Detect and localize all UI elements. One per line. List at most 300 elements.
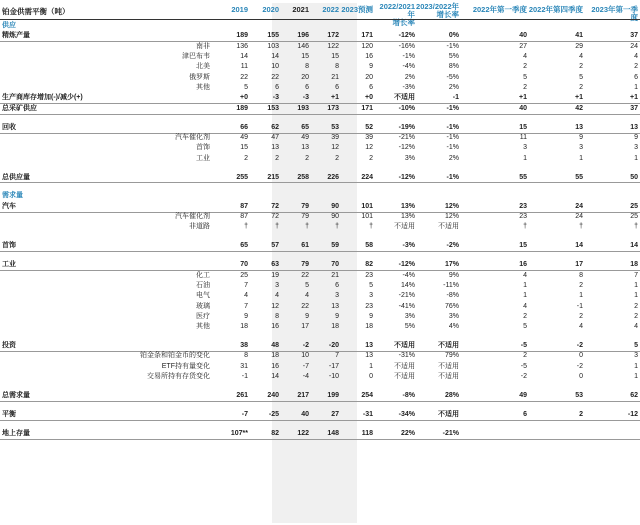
column-header: 2022年第一季度 bbox=[472, 5, 527, 14]
cell-value: 6 bbox=[369, 84, 373, 92]
cell-value: 53 bbox=[331, 123, 339, 131]
cell-value: -4% bbox=[402, 63, 415, 71]
cell-value: 4 bbox=[523, 271, 527, 279]
column-header-line: 增长率 bbox=[392, 18, 415, 27]
row-label: 地上存量 bbox=[2, 429, 30, 437]
cell-value: 2% bbox=[404, 73, 415, 81]
cell-value: 39 bbox=[331, 134, 339, 141]
table-row bbox=[0, 372, 640, 382]
cell-value: 18 bbox=[331, 323, 339, 331]
row-rule bbox=[0, 114, 640, 115]
cell-value: 72 bbox=[271, 213, 279, 221]
cell-value: 5% bbox=[448, 53, 459, 61]
cell-value: -25 bbox=[268, 410, 279, 418]
cell-value: -7 bbox=[302, 362, 309, 370]
cell-value: 49 bbox=[240, 134, 248, 141]
cell-value: 1 bbox=[579, 154, 583, 162]
cell-value: -1% bbox=[446, 144, 459, 152]
section-header bbox=[0, 191, 640, 201]
cell-value: 2 bbox=[523, 63, 527, 71]
table-row bbox=[0, 31, 640, 41]
cell-value: -3% bbox=[402, 242, 415, 250]
cell-value: 22 bbox=[301, 302, 309, 310]
cell-value: 14 bbox=[575, 242, 583, 250]
cell-value: 118 bbox=[361, 429, 373, 437]
cell-value: -19% bbox=[398, 123, 415, 131]
cell-value: 2 bbox=[369, 154, 373, 162]
cell-value: 1 bbox=[634, 84, 638, 92]
cell-value: 13 bbox=[301, 144, 309, 152]
cell-value: 40 bbox=[301, 410, 309, 418]
cell-value: -1 bbox=[452, 94, 459, 102]
cell-value: 14 bbox=[240, 53, 248, 61]
table-row bbox=[0, 410, 640, 420]
cell-value: -1% bbox=[402, 53, 415, 61]
cell-value: 196 bbox=[297, 32, 309, 40]
cell-value: 8 bbox=[244, 352, 248, 360]
cell-value: 52 bbox=[365, 123, 373, 131]
cell-value: 122 bbox=[297, 429, 309, 437]
cell-value: 4 bbox=[523, 53, 527, 61]
cell-value: 13 bbox=[575, 123, 583, 131]
cell-value: 5 bbox=[369, 281, 373, 289]
cell-value: † bbox=[275, 223, 279, 231]
table-row bbox=[0, 173, 640, 183]
cell-value: 3% bbox=[448, 312, 459, 320]
cell-value: 2 bbox=[335, 154, 339, 162]
cell-value: 50 bbox=[630, 173, 638, 181]
cell-value: 不适用 bbox=[438, 223, 459, 231]
cell-value: 41 bbox=[575, 32, 583, 40]
cell-value: 2 bbox=[579, 63, 583, 71]
cell-value: 16 bbox=[271, 362, 279, 370]
cell-value: 17% bbox=[444, 261, 459, 269]
cell-value: 82 bbox=[365, 261, 373, 269]
cell-value: 58 bbox=[365, 242, 373, 250]
cell-value: -1 bbox=[576, 302, 583, 310]
cell-value: 9 bbox=[244, 312, 248, 320]
row-label: 其他 bbox=[196, 84, 210, 92]
row-rule bbox=[0, 401, 640, 402]
row-label: 工业 bbox=[2, 261, 16, 269]
cell-value: 27 bbox=[331, 410, 339, 418]
cell-value: 12% bbox=[444, 213, 459, 221]
cell-value: 不适用 bbox=[394, 342, 415, 350]
cell-value: 9 bbox=[579, 134, 583, 141]
column-header bbox=[415, 3, 459, 19]
cell-value: -2 bbox=[302, 342, 309, 350]
cell-value: 1 bbox=[523, 281, 527, 289]
cell-value: 6 bbox=[523, 410, 527, 418]
cell-value: † bbox=[523, 223, 527, 231]
cell-value: -4 bbox=[302, 373, 309, 381]
cell-value: 79 bbox=[301, 261, 309, 269]
cell-value: 16 bbox=[271, 323, 279, 331]
cell-value: 19 bbox=[271, 271, 279, 279]
cell-value: 23 bbox=[365, 271, 373, 279]
header-rule bbox=[0, 19, 640, 20]
cell-value: 2% bbox=[448, 84, 459, 92]
cell-value: 18 bbox=[365, 323, 373, 331]
row-label: 医疗 bbox=[196, 312, 210, 320]
cell-value: 14% bbox=[400, 281, 415, 289]
cell-value: 6 bbox=[634, 73, 638, 81]
cell-value: +1 bbox=[575, 94, 583, 102]
cell-value: 146 bbox=[297, 42, 309, 50]
cell-value: 3 bbox=[579, 144, 583, 152]
cell-value: 10 bbox=[271, 63, 279, 71]
cell-value: 1 bbox=[579, 292, 583, 300]
cell-value: 1 bbox=[523, 154, 527, 162]
cell-value: 2 bbox=[634, 312, 638, 320]
cell-value: 55 bbox=[575, 173, 583, 181]
cell-value: 255 bbox=[236, 173, 248, 181]
cell-value: 18 bbox=[630, 261, 638, 269]
cell-value: 37 bbox=[630, 32, 638, 40]
cell-value: 13 bbox=[630, 123, 638, 131]
cell-value: † bbox=[305, 223, 309, 231]
row-label: 供应 bbox=[2, 22, 16, 29]
row-label: 精炼产量 bbox=[2, 32, 30, 40]
cell-value: 0 bbox=[579, 352, 583, 360]
row-label: 总供应量 bbox=[2, 173, 30, 181]
cell-value: 12 bbox=[271, 302, 279, 310]
cell-value: -3% bbox=[402, 84, 415, 92]
cell-value: 15 bbox=[331, 53, 339, 61]
cell-value: 240 bbox=[267, 392, 279, 399]
section-header bbox=[0, 18, 640, 31]
table-title: 铂金供需平衡（吨） bbox=[2, 7, 70, 16]
cell-value: 4 bbox=[634, 53, 638, 61]
cell-value: 不适用 bbox=[394, 373, 415, 381]
cell-value: 0% bbox=[448, 32, 459, 40]
cell-value: 4 bbox=[275, 292, 279, 300]
cell-value: 24 bbox=[575, 213, 583, 221]
cell-value: -31% bbox=[398, 352, 415, 360]
cell-value: 15 bbox=[301, 53, 309, 61]
table-row bbox=[0, 322, 640, 332]
cell-value: 25 bbox=[240, 271, 248, 279]
cell-value: 23 bbox=[519, 202, 527, 210]
cell-value: -41% bbox=[398, 302, 415, 310]
table-row bbox=[0, 73, 640, 83]
column-header: 2022 bbox=[322, 5, 339, 14]
cell-value: 9 bbox=[305, 312, 309, 320]
row-label: 生产商库存增加(-)/减少(+) bbox=[2, 94, 83, 102]
cell-value: 4 bbox=[579, 323, 583, 331]
cell-value: 22% bbox=[400, 429, 415, 437]
cell-value: 11 bbox=[519, 134, 527, 141]
cell-value: 70 bbox=[240, 261, 248, 269]
cell-value: 193 bbox=[297, 104, 309, 112]
cell-value: 40 bbox=[519, 104, 527, 112]
table-row bbox=[0, 202, 640, 212]
cell-value: 8 bbox=[579, 271, 583, 279]
table-row bbox=[0, 241, 640, 251]
cell-value: 2 bbox=[579, 281, 583, 289]
cell-value: 7 bbox=[634, 271, 638, 279]
cell-value: 2 bbox=[579, 84, 583, 92]
cell-value: 7 bbox=[335, 352, 339, 360]
table-row bbox=[0, 42, 640, 52]
cell-value: 不适用 bbox=[438, 342, 459, 350]
cell-value: +1 bbox=[331, 94, 339, 102]
cell-value: 55 bbox=[519, 173, 527, 181]
cell-value: 25 bbox=[630, 202, 638, 210]
cell-value: 14 bbox=[271, 53, 279, 61]
row-label: 总采矿供应 bbox=[2, 104, 37, 112]
row-label: 总需求量 bbox=[2, 392, 30, 399]
cell-value: 2 bbox=[523, 352, 527, 360]
cell-value: 40 bbox=[519, 32, 527, 40]
cell-value: 4 bbox=[634, 323, 638, 331]
row-rule bbox=[0, 439, 640, 440]
cell-value: 2 bbox=[305, 154, 309, 162]
cell-value: 2% bbox=[448, 154, 459, 162]
cell-value: -2 bbox=[576, 362, 583, 370]
cell-value: -20 bbox=[328, 342, 339, 350]
cell-value: -16% bbox=[398, 42, 415, 50]
cell-value: 24 bbox=[575, 202, 583, 210]
cell-value: 82 bbox=[271, 429, 279, 437]
cell-value: 101 bbox=[361, 213, 373, 221]
cell-value: 79% bbox=[444, 352, 459, 360]
cell-value: 148 bbox=[327, 429, 339, 437]
column-header: 2022年第四季度 bbox=[528, 5, 583, 14]
cell-value: 2 bbox=[275, 154, 279, 162]
cell-value: 47 bbox=[271, 134, 279, 141]
cell-value: † bbox=[579, 223, 583, 231]
row-label: 玻璃 bbox=[196, 302, 210, 310]
cell-value: 23 bbox=[365, 302, 373, 310]
cell-value: +1 bbox=[630, 94, 638, 102]
row-label: 汽车催化剂 bbox=[175, 213, 210, 221]
cell-value: 171 bbox=[361, 104, 373, 112]
cell-value: 14 bbox=[630, 242, 638, 250]
cell-value: 2 bbox=[523, 312, 527, 320]
cell-value: † bbox=[369, 223, 373, 231]
column-header: 2019 bbox=[231, 5, 248, 14]
table-row bbox=[0, 93, 640, 103]
table-row bbox=[0, 281, 640, 291]
table-row bbox=[0, 62, 640, 72]
cell-value: 261 bbox=[236, 392, 248, 399]
cell-value: 9 bbox=[369, 63, 373, 71]
cell-value: 15 bbox=[519, 123, 527, 131]
cell-value: 1 bbox=[523, 292, 527, 300]
cell-value: 59 bbox=[331, 242, 339, 250]
cell-value: 21 bbox=[331, 271, 339, 279]
cell-value: 9 bbox=[369, 312, 373, 320]
cell-value: -4% bbox=[402, 271, 415, 279]
cell-value: -31 bbox=[362, 410, 373, 418]
row-label: 津巴布韦 bbox=[182, 53, 210, 61]
cell-value: 12 bbox=[331, 144, 339, 152]
cell-value: 87 bbox=[240, 213, 248, 221]
cell-value: 153 bbox=[267, 104, 279, 112]
cell-value: 10 bbox=[301, 352, 309, 360]
cell-value: 90 bbox=[331, 213, 339, 221]
row-label: 交易所持有存货变化 bbox=[147, 373, 210, 381]
cell-value: 6 bbox=[275, 84, 279, 92]
cell-value: 5 bbox=[579, 73, 583, 81]
cell-value: -10% bbox=[398, 104, 415, 112]
table-row bbox=[0, 362, 640, 372]
table-row bbox=[0, 143, 640, 153]
cell-value: 173 bbox=[327, 104, 339, 112]
row-label: ETF持有量变化 bbox=[161, 362, 210, 370]
cell-value: 不适用 bbox=[394, 223, 415, 231]
cell-value: 61 bbox=[301, 242, 309, 250]
cell-value: -11% bbox=[443, 281, 459, 289]
cell-value: 12 bbox=[365, 144, 373, 152]
cell-value: -3 bbox=[302, 94, 309, 102]
cell-value: 48 bbox=[271, 342, 279, 350]
cell-value: 49 bbox=[301, 134, 309, 141]
cell-value: 66 bbox=[240, 123, 248, 131]
cell-value: 258 bbox=[297, 173, 309, 181]
cell-value: † bbox=[634, 223, 638, 231]
cell-value: 13% bbox=[400, 202, 415, 210]
cell-value: 101 bbox=[361, 202, 373, 210]
cell-value: 3 bbox=[369, 292, 373, 300]
cell-value: 2 bbox=[634, 302, 638, 310]
cell-value: 6 bbox=[335, 84, 339, 92]
cell-value: 122 bbox=[327, 42, 339, 50]
cell-value: 2 bbox=[523, 84, 527, 92]
row-label: 汽车 bbox=[2, 202, 16, 210]
cell-value: 8 bbox=[335, 63, 339, 71]
cell-value: 不适用 bbox=[438, 362, 459, 370]
cell-value: 13 bbox=[365, 342, 373, 350]
cell-value: 62 bbox=[271, 123, 279, 131]
cell-value: 9 bbox=[335, 312, 339, 320]
cell-value: 22 bbox=[240, 73, 248, 81]
cell-value: 27 bbox=[519, 42, 527, 50]
row-label: 石油 bbox=[196, 281, 210, 289]
table-row bbox=[0, 212, 640, 222]
cell-value: -2% bbox=[446, 242, 459, 250]
cell-value: 13% bbox=[400, 213, 415, 221]
cell-value: 79 bbox=[301, 213, 309, 221]
table-row bbox=[0, 341, 640, 351]
row-rule bbox=[0, 182, 640, 183]
row-label: 首饰 bbox=[2, 242, 16, 250]
cell-value: 5% bbox=[404, 323, 415, 331]
cell-value: 13 bbox=[365, 352, 373, 360]
row-rule bbox=[0, 420, 640, 421]
row-label: 需求量 bbox=[2, 192, 23, 200]
cell-value: 1 bbox=[634, 281, 638, 289]
row-label: 其他 bbox=[196, 323, 210, 331]
cell-value: -1% bbox=[446, 104, 459, 112]
cell-value: 11 bbox=[240, 63, 248, 71]
cell-value: 20 bbox=[365, 73, 373, 81]
cell-value: -3 bbox=[272, 94, 279, 102]
row-label: 北美 bbox=[196, 63, 210, 71]
cell-value: 3 bbox=[523, 144, 527, 152]
cell-value: 4% bbox=[448, 323, 459, 331]
cell-value: 31 bbox=[240, 362, 248, 370]
cell-value: 3 bbox=[634, 352, 638, 360]
cell-value: 76% bbox=[444, 302, 459, 310]
table-row bbox=[0, 104, 640, 114]
table-row bbox=[0, 351, 640, 361]
table-row bbox=[0, 83, 640, 93]
table-row bbox=[0, 154, 640, 164]
row-label: 投资 bbox=[2, 342, 16, 350]
cell-value: 155 bbox=[267, 32, 279, 40]
cell-value: 13 bbox=[271, 144, 279, 152]
cell-value: 171 bbox=[361, 32, 373, 40]
cell-value: 7 bbox=[244, 302, 248, 310]
cell-value: 217 bbox=[297, 392, 309, 399]
table-row bbox=[0, 391, 640, 401]
column-header: 2021 bbox=[292, 5, 309, 14]
cell-value: 65 bbox=[301, 123, 309, 131]
cell-value: -21% bbox=[398, 292, 415, 300]
cell-value: -10 bbox=[328, 373, 339, 381]
cell-value: 29 bbox=[575, 42, 583, 50]
cell-value: 8 bbox=[275, 312, 279, 320]
cell-value: 22 bbox=[271, 73, 279, 81]
cell-value: 226 bbox=[327, 173, 339, 181]
cell-value: 21 bbox=[331, 73, 339, 81]
column-header-line: 2022/2021年 bbox=[379, 2, 415, 19]
cell-value: 14 bbox=[271, 373, 279, 381]
cell-value: 39 bbox=[365, 134, 373, 141]
cell-value: 72 bbox=[271, 202, 279, 210]
cell-value: 5 bbox=[523, 323, 527, 331]
cell-value: -2 bbox=[576, 342, 583, 350]
cell-value: 8 bbox=[305, 63, 309, 71]
cell-value: 12% bbox=[444, 202, 459, 210]
cell-value: 18 bbox=[271, 352, 279, 360]
cell-value: -1% bbox=[446, 134, 459, 141]
cell-value: -21% bbox=[398, 134, 415, 141]
cell-value: 不适用 bbox=[438, 373, 459, 381]
row-label: 俄罗斯 bbox=[189, 73, 210, 81]
cell-value: -5 bbox=[520, 362, 527, 370]
cell-value: -12% bbox=[398, 144, 415, 152]
cell-value: 3 bbox=[275, 281, 279, 289]
cell-value: 16 bbox=[365, 53, 373, 61]
cell-value: -1% bbox=[446, 42, 459, 50]
cell-value: 65 bbox=[240, 242, 248, 250]
cell-value: 23 bbox=[519, 213, 527, 221]
cell-value: -5% bbox=[446, 73, 459, 81]
cell-value: +0 bbox=[365, 94, 373, 102]
cell-value: 15 bbox=[240, 144, 248, 152]
cell-value: -1% bbox=[446, 123, 459, 131]
cell-value: 6 bbox=[335, 281, 339, 289]
row-label: 非道路 bbox=[189, 223, 210, 231]
cell-value: 不适用 bbox=[394, 94, 415, 102]
cell-value: 63 bbox=[271, 261, 279, 269]
cell-value: 不适用 bbox=[438, 410, 459, 418]
cell-value: -12 bbox=[627, 410, 638, 418]
cell-value: 49 bbox=[519, 392, 527, 399]
cell-value: 13 bbox=[331, 302, 339, 310]
cell-value: -21% bbox=[442, 429, 459, 437]
column-header: 2020 bbox=[262, 5, 279, 14]
cell-value: 不适用 bbox=[394, 362, 415, 370]
cell-value: 199 bbox=[327, 392, 339, 399]
row-label: 首饰 bbox=[196, 144, 210, 152]
cell-value: 42 bbox=[575, 104, 583, 112]
cell-value: 120 bbox=[361, 42, 373, 50]
row-rule bbox=[0, 251, 640, 252]
